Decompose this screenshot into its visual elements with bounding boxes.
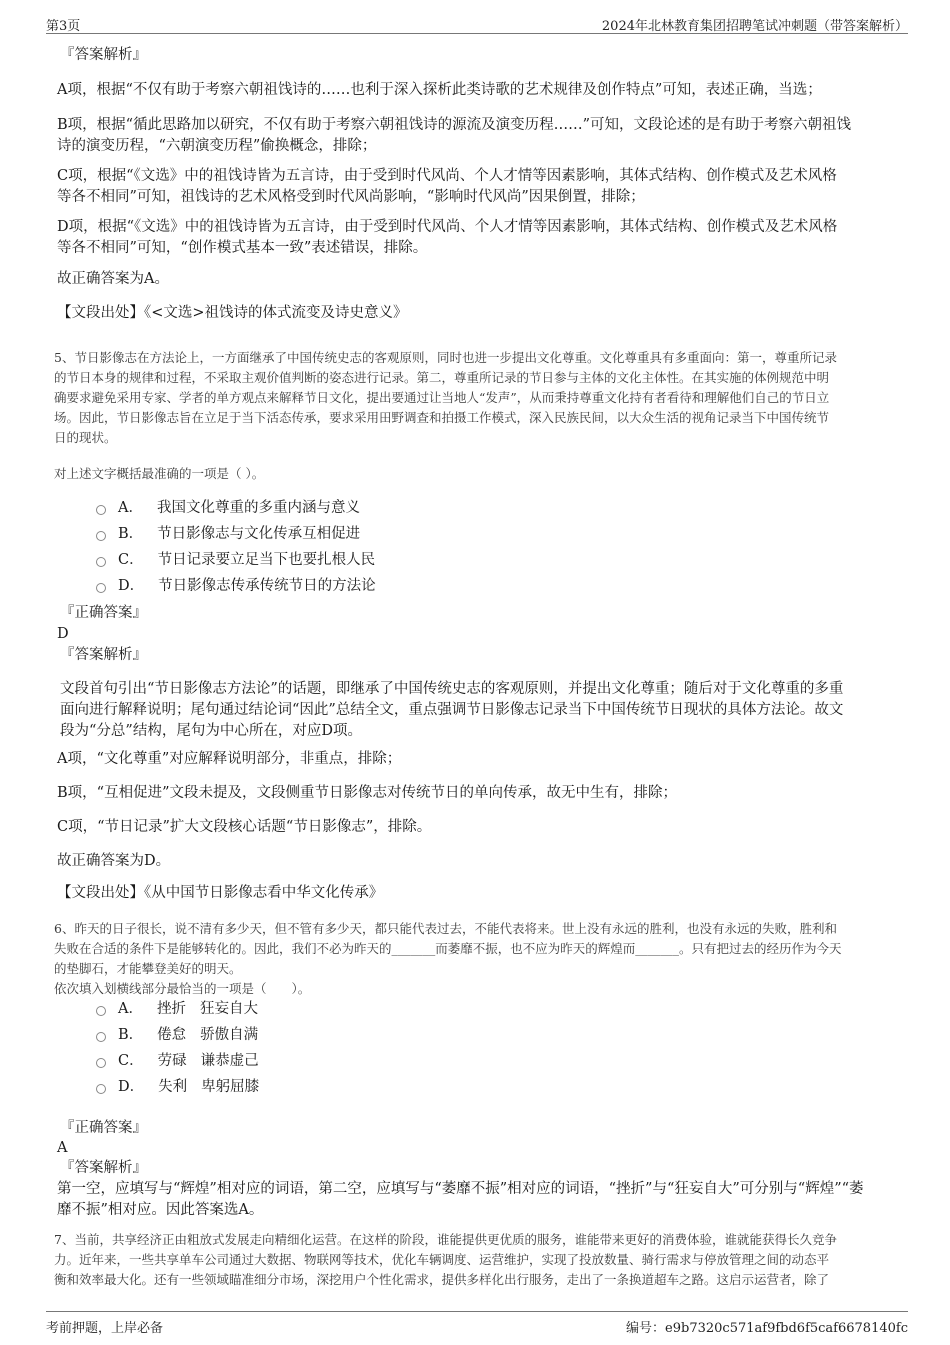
text-line: 文段首句引出“节日影像志方法论”的话题，即继承了中国传统史志的客观原则，并提出文化尊重；随后对于文化尊重的多重 [60,681,844,697]
q6-option-d[interactable] [96,1076,259,1098]
footer-slogan: 考前押题，上岸必备 [46,1321,164,1336]
text-line: 确要求避免采用专家、学者的单方观点来解释节日文化，提出要通过让当地人“发声”，从而秉持尊重文化持有者看待和理解他们自己的节日立 [54,390,830,405]
q4-analysis-b [57,115,851,157]
text-line: 5、节日影像志在方法论上，一方面继承了中国传统史志的客观原则，同时也进一步提出文化尊重。文化尊重具有多重面向：第一，尊重所记录 [54,350,837,365]
option-letter: C． [118,552,144,568]
q5-answer-label: 『正确答案』 [60,605,147,621]
q4-analysis-d [57,217,837,259]
document-code: 编号：e9b7320c571af9fbd6f5caf6678140fc [626,1321,908,1336]
radio-button[interactable] [96,1058,106,1068]
q6-option-b[interactable] [96,1024,258,1046]
q5-answer: D [57,626,69,642]
page-number: 第3页 [46,19,81,34]
option-letter: C． [118,1053,144,1069]
q4-analysis-label: 『答案解析』 [60,47,147,63]
text-line: 日的现状。 [54,430,117,445]
q6-answer-label: 『正确答案』 [60,1120,147,1136]
q5-analysis-label: 『答案解析』 [60,647,147,663]
q5-source: 【文段出处】《从中国节日影像志看中华文化传承》 [57,885,384,901]
radio-button[interactable] [96,531,106,541]
q6-analysis [57,1179,864,1221]
text-line: 面向进行解释说明；尾句通过结论词“因此”总结全文，重点强调节日影像志记录当下中国传统节日现状的具体方法论。故文 [60,702,844,718]
q5-analysis-b: B项，“互相促进”文段未提及，文段侧重节日影像志对传统节日的单向传承，故无中生有，排除； [57,785,677,801]
q4-source: 【文段出处】《<文选>祖饯诗的体式流变及诗史意义》 [57,305,408,321]
option-letter: A． [118,500,143,516]
page-footer [46,1311,908,1335]
option-letter: D． [118,578,145,594]
text-line: 失败在合适的条件下是能够转化的。因此，我们不必为昨天的_______而萎靡不振，也不应为昨天的辉煌而_______。只有把过去的经历作为今天 [54,941,842,956]
option-word-1: 劳碌 [157,1053,187,1069]
q5-analysis-a: A项，“文化尊重”对应解释说明部分，非重点，排除； [57,751,402,767]
option-text: 节日影像志与文化传承互相促进 [157,526,361,542]
q4-conclusion: 故正确答案为A。 [57,271,169,287]
q6-analysis-label: 『答案解析』 [60,1160,147,1176]
text-line: 依次填入划横线部分最恰当的一项是（ ）。 [54,981,311,996]
text-line: B项，根据“循此思路加以研究，不仅有助于考察六朝祖饯诗的源流及演变历程……”可知，文段论述的是有助于考察六朝祖饯 [57,117,851,133]
text-line: 的垫脚石，才能攀登美好的明天。 [54,961,242,976]
radio-button[interactable] [96,505,106,515]
q4-analysis-c [57,166,837,208]
option-word-2: 卑躬屈膝 [201,1079,260,1095]
q5-analysis-c: C项，“节日记录”扩大文段核心话题“节日影像志”，排除。 [57,819,432,835]
option-letter: B． [118,526,144,542]
option-word-2: 骄傲自满 [200,1027,259,1043]
q5-analysis [60,679,843,742]
option-word-1: 失利 [158,1079,188,1095]
q6-option-a[interactable] [96,998,258,1020]
option-letter: D． [118,1079,145,1095]
page-header [46,12,908,34]
option-text: 节日记录要立足当下也要扎根人民 [157,552,376,568]
radio-button[interactable] [96,557,106,567]
option-text: 节日影像志传承传统节日的方法论 [158,578,376,594]
q5-question: 对上述文字概括最准确的一项是（ ）。 [54,466,265,481]
text-line: 段为“分总”结构，尾句为中心所在，对应D项。 [60,723,362,739]
option-letter: A． [118,1001,143,1017]
text-line: 诗的演变历程，“六朝演变历程”偷换概念，排除； [57,138,377,154]
q7-passage [54,1230,837,1290]
radio-button[interactable] [96,1006,106,1016]
q5-passage [54,348,837,448]
text-line: 等各不相同”可知，“创作模式基本一致”表述错误，排除。 [57,240,428,256]
text-line: 等各不相同”可知，祖饯诗的艺术风格受到时代风尚影响，“影响时代风尚”因果倒置，排除； [57,189,645,205]
text-line: 第一空，应填写与“辉煌”相对应的词语，第二空，应填写与“萎靡不振”相对应的词语，“挫折”与“狂妄自大”可分别与“辉煌”“萎 [57,1181,864,1197]
q5-option-c[interactable] [96,549,375,571]
q5-conclusion: 故正确答案为D。 [57,853,171,869]
radio-button[interactable] [96,1032,106,1042]
text-line: 力。近年来，一些共享单车公司通过大数据、物联网等技术，优化车辆调度、运营维护，实现了投放数量、骑行需求与停放管理之间的动态平 [54,1252,830,1267]
text-line: 场。因此，节日影像志旨在立足于当下活态传承，要求采用田野调查和拍摄工作模式，深入民族民间，以大众生活的视角记录当下中国传统节 [54,410,830,425]
q6-passage [54,919,842,999]
q5-option-a[interactable] [96,497,360,519]
text-line: 的节日本身的规律和过程，不采取主观价值判断的姿态进行记录。第二，尊重所记录的节日参与主体的文化主体性。在其实施的体例规范中明 [54,370,830,385]
text-line: 6、昨天的日子很长，说不清有多少天，但不管有多少天，都只能代表过去，不能代表将来。世上没有永远的胜利，也没有永远的失败，胜利和 [54,921,837,936]
text-line: 衡和效率最大化。还有一些领域瞄准细分市场，深挖用户个性化需求，提供多样化出行服务，走出了一条换道超车之路。这启示运营者，除了 [54,1272,830,1287]
document-title: 2024年北林教育集团招聘笔试冲刺题（带答案解析） [601,19,908,34]
q5-option-b[interactable] [96,523,360,545]
radio-button[interactable] [96,583,106,593]
text-line: C项，根据“《文选》中的祖饯诗皆为五言诗，由于受到时代风尚、个人才情等因素影响，其体式结构、创作模式及艺术风格 [57,168,837,184]
q4-analysis-a: A项，根据“不仅有助于考察六朝祖饯诗的……也利于深入探析此类诗歌的艺术规律及创作特点”可知，表述正确，当选； [57,82,822,98]
option-letter: B． [118,1027,144,1043]
q6-answer: A [57,1140,68,1156]
option-text: 我国文化尊重的多重内涵与意义 [156,500,360,516]
option-word-1: 倦怠 [157,1027,187,1043]
option-word-2: 狂妄自大 [199,1001,258,1017]
text-line: 靡不振”相对应。因此答案选A。 [57,1202,264,1218]
option-word-1: 挫折 [156,1001,186,1017]
q5-option-d[interactable] [96,575,376,597]
option-word-2: 谦恭虚己 [200,1053,259,1069]
text-line: 7、当前，共享经济正由粗放式发展走向精细化运营。在这样的阶段，谁能提供更优质的服务，谁能带来更好的消费体验，谁就能获得长久竞争 [54,1232,837,1247]
text-line: D项，根据“《文选》中的祖饯诗皆为五言诗，由于受到时代风尚、个人才情等因素影响，其体式结构、创作模式及艺术风格 [57,219,838,235]
q6-option-c[interactable] [96,1050,259,1072]
radio-button[interactable] [96,1084,106,1094]
